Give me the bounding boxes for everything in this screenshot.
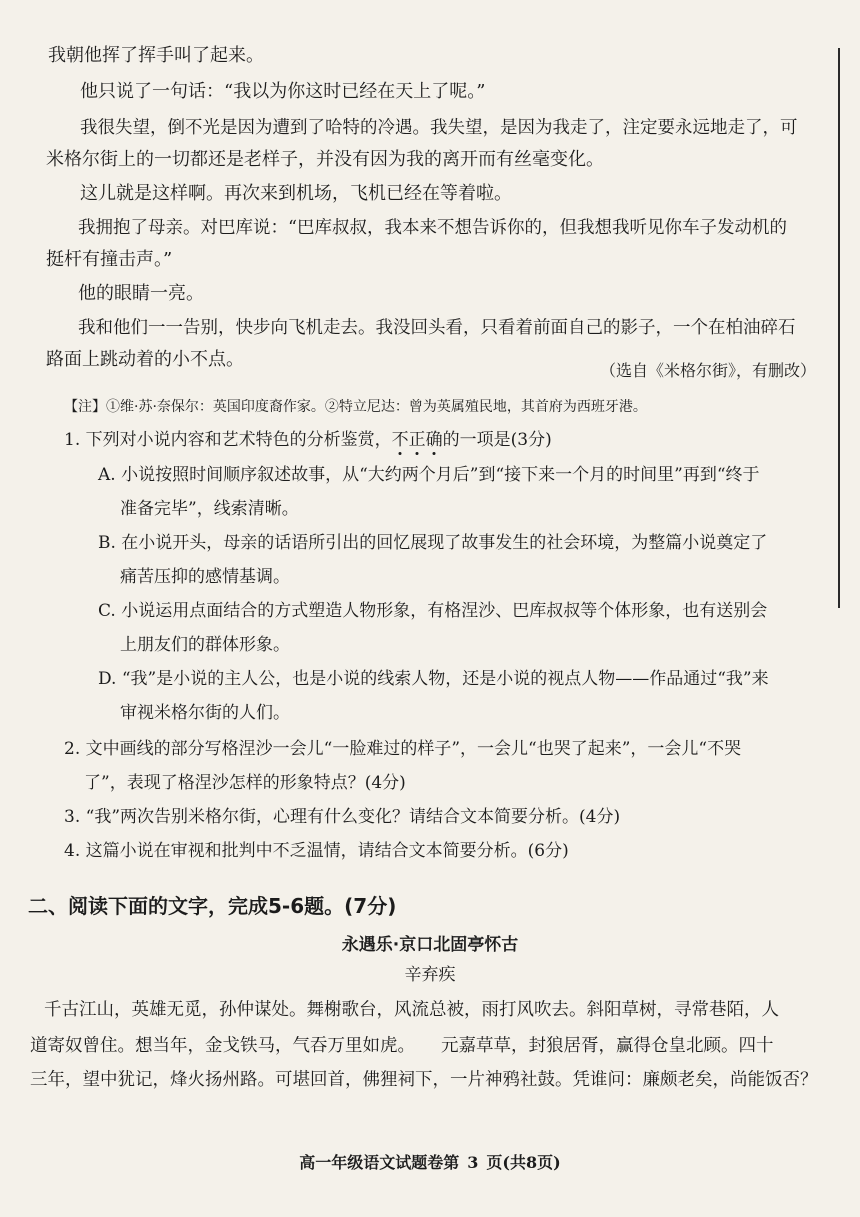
poem-line-2 (30, 1034, 774, 1058)
poem-line-2-part-1: 道寄奴曾住。想当年，金戈铁马，气吞万里如虎。 (30, 1036, 415, 1056)
story-line-1: 我朝他挥了挥手叫了起来。 (48, 45, 264, 66)
question-1-suffix: 的一项是(3分) (442, 430, 552, 450)
story-line-2: 他只说了一句话：“我以为你这时已经在天上了呢。” (80, 81, 486, 102)
poem-title: 永遇乐·京口北固亭怀古 (341, 935, 519, 955)
story-line-8: 他的眼睛一亮。 (78, 283, 204, 304)
poem-line-2-part-2: 元嘉草草，封狼居胥，赢得仓皇北顾。四十 (441, 1036, 774, 1056)
question-4: 4. 这篇小说在审视和批判中不乏温情，请结合文本简要分析。(6分) (64, 841, 569, 861)
option-a-line-1: A. 小说按照时间顺序叙述故事，从“大约两个月后”到“接下来一个月的时间里”再到“终于 (98, 465, 760, 485)
emphasis-char-3: 确 (425, 430, 443, 450)
option-d-line-1: D. “我”是小说的主人公，也是小说的线索人物，还是小说的视点人物——作品通过“我”来 (98, 669, 769, 689)
story-line-4: 米格尔街上的一切都还是老样子，并没有因为我的离开而有丝毫变化。 (46, 149, 604, 170)
story-line-10: 路面上跳动着的小不点。 (46, 349, 244, 370)
option-d-line-2: 审视米格尔街的人们。 (120, 703, 290, 723)
story-source: （选自《米格尔街》，有删改） (599, 361, 816, 380)
option-a-line-2: 准备完毕”，线索清晰。 (120, 499, 299, 519)
section-2-title: 二、阅读下面的文字，完成5-6题。(7分) (28, 894, 397, 918)
story-line-7: 挺杆有撞击声。” (46, 249, 173, 270)
question-1 (64, 428, 552, 452)
emphasis-char-1: 不 (391, 430, 409, 450)
question-2-line-2: 了”，表现了格涅沙怎样的形象特点？(4分) (84, 773, 406, 793)
option-b-line-1: B. 在小说开头，母亲的话语所引出的回忆展现了故事发生的社会环境，为整篇小说奠定了 (98, 533, 768, 553)
option-c-line-1: C. 小说运用点面结合的方式塑造人物形象，有格涅沙、巴库叔叔等个体形象，也有送别会 (98, 601, 768, 621)
story-line-5: 这儿就是这样啊。再次来到机场，飞机已经在等着啦。 (80, 183, 512, 204)
footer-total-pages: 8 (526, 1153, 538, 1172)
footer-prefix: 高一年级语文试题卷第 (299, 1153, 460, 1172)
story-line-3: 我很失望，倒不光是因为遭到了哈特的冷遇。我失望，是因为我走了，注定要永远地走了，可 (80, 118, 798, 138)
footer-suffix: 页) (537, 1153, 561, 1172)
question-3: 3. “我”两次告别米格尔街，心理有什么变化？请结合文本简要分析。(4分) (64, 807, 621, 827)
story-line-9: 我和他们一一告别，快步向飞机走去。我没回头看，只看着前面自己的影子，一个在柏油碎石 (78, 318, 796, 338)
annotation-note: 【注】①维·苏·奈保尔：英国印度裔作家。②特立尼达：曾为英属殖民地，其首府为西班牙港。 (64, 399, 647, 415)
question-1-prefix: 1. 下列对小说内容和艺术特色的分析鉴赏， (64, 430, 392, 450)
poem-line-1: 千古江山，英雄无觅，孙仲谋处。舞榭歌台，风流总被，雨打风吹去。斜阳草树，寻常巷陌，人 (44, 1000, 779, 1020)
question-2-line-1: 2. 文中画线的部分写格涅沙一会儿“一脸难过的样子”，一会儿“也哭了起来”，一会儿“不哭 (64, 739, 742, 759)
story-line-6: 我拥抱了母亲。对巴库说：“巴库叔叔，我本来不想告诉你的，但我想我听见你车子发动机的 (78, 218, 787, 238)
footer-mid: 页(共 (486, 1153, 526, 1172)
poem-author: 辛弃疾 (404, 965, 456, 985)
page-footer (0, 1150, 860, 1173)
emphasis-char-2: 正 (408, 430, 426, 450)
option-b-line-2: 痛苦压抑的感情基调。 (120, 567, 290, 587)
option-c-line-2: 上朋友们的群体形象。 (120, 635, 290, 655)
page-edge-line (838, 48, 840, 608)
footer-page-number: 3 (467, 1153, 479, 1172)
poem-line-3: 三年，望中犹记，烽火扬州路。可堪回首，佛狸祠下，一片神鸦社鼓。凭谁问：廉颇老矣，尚能饭否？ (30, 1070, 818, 1090)
